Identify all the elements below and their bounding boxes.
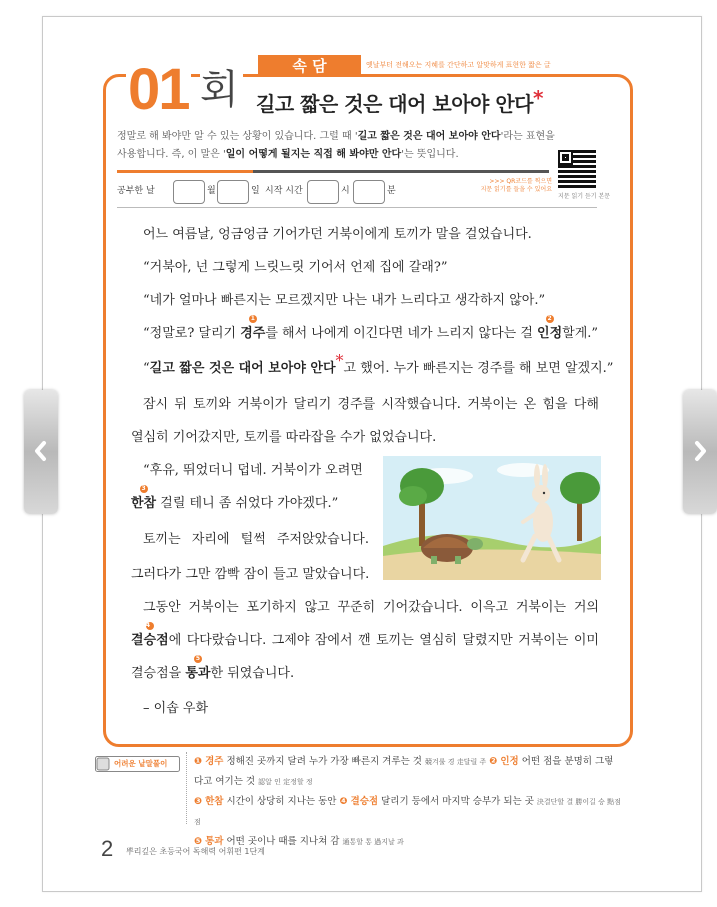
vocab-marker: 2 [547, 315, 552, 322]
minute-label: 분 [387, 186, 396, 196]
minute-field[interactable] [353, 180, 385, 204]
story-paragraph: 3 한참 걸릴 테니 좀 쉬었다 가야겠다.” [131, 485, 339, 511]
month-field[interactable] [173, 180, 205, 204]
next-page-button[interactable] [683, 390, 717, 514]
page-number: 2 [101, 836, 114, 861]
divider-accent [117, 170, 253, 173]
qr-note: >>> QR코드를 찍으면 지문 읽기를 들을 수 있어요 [480, 178, 552, 193]
story-paragraph: 4 결승점에 다다랐습니다. 그제야 잠에서 깬 토끼는 열심히 달렸지만 거북이는 이미 [131, 622, 599, 648]
record-underline [117, 207, 597, 208]
story-paragraph: 그러다가 그만 깜빡 잠이 들고 말았습니다. [131, 567, 370, 582]
day-label: 일 [251, 186, 260, 196]
month-label: 월 [207, 186, 216, 196]
story-paragraph: 열심히 기어갔지만, 토끼를 따라잡을 수가 없었습니다. [131, 430, 437, 445]
story-paragraph: “후유, 뛰었더니 덥네. 거북이가 오려면 [143, 463, 363, 478]
divider [253, 170, 549, 173]
title-star: * [532, 86, 543, 110]
intro-text: 정말로 해 봐야만 알 수 있는 상황이 있습니다. 그럴 때 '길고 짧은 것은 대어 보아야 안다'라는 표현을 사용합니다. 즉, 이 말은 '일이 어떻게 될지는 직접 해 봐야만 안다'는 뜻입니다. [117, 131, 555, 160]
story-paragraph: “길고 짧은 것은 대어 보아야 안다*고 했어. 누가 빠른지는 경주를 해 보면 알겠지.” [143, 351, 614, 376]
vocab-marker: 3 [141, 485, 146, 492]
book-title: 뿌리깊은 초등국어 독해력 어휘편 1단계 [126, 847, 265, 856]
story-paragraph: “네가 얼마나 빠른지는 모르겠지만 나는 내가 느리다고 생각하지 않아.” [143, 293, 546, 308]
story-source: – 이솝 우화 [143, 701, 208, 716]
vocab-list: ❶ 경주 정해진 곳까지 달려 누가 가장 빠른지 겨루는 것 競겨룰 경 走달릴 주 ❷ 인정 어떤 점을 분명히 그렇다고 여기는 것 認알 인 定정할 정 ❸ 한참 시간이 상당히 지나는 동안 ❹ 결승점 달리기 등에서 마지막 승부가 되는 곳 決결단할 결 勝이길 승 點점 점 ❺ 통과 어떤 곳이나 때를 지나쳐 감 通통할 통 過지날 과 [194, 756, 621, 847]
vocab-marker: 1 [250, 315, 255, 322]
vocab-divider [186, 752, 188, 824]
story-paragraph: “정말로? 달리기 1 경주를 해서 나에게 이긴다면 네가 느리지 않다는 걸 2 인정할게.” [143, 315, 599, 341]
chevron-left-icon [33, 440, 49, 462]
prev-page-button[interactable] [24, 390, 58, 514]
story-paragraph: 잠시 뒤 토끼와 거북이가 달리기 경주를 시작했습니다. 거북이는 온 힘을 다해 [143, 397, 599, 412]
qr-code[interactable] [558, 150, 596, 188]
hour-label: 시 [341, 186, 350, 196]
story-paragraph: 그동안 거북이는 포기하지 않고 꾸준히 기어갔습니다. 이윽고 거북이는 거의 [143, 600, 599, 615]
study-day-label: 공부한 날 [117, 186, 155, 196]
story-paragraph: 어느 여름날, 엉금엉금 기어가던 거북이에게 토끼가 말을 걸었습니다. [143, 227, 532, 242]
vocab-tag-label: 어려운 낱말풀이 [114, 759, 168, 768]
story-paragraph: 토끼는 자리에 털썩 주저앉았습니다. [143, 532, 369, 547]
category-badge: 속 담 [258, 55, 361, 77]
story-illustration [383, 456, 601, 580]
day-field[interactable] [217, 180, 249, 204]
vocab-marker: 4 [146, 622, 154, 630]
chevron-right-icon [692, 440, 708, 462]
hour-field[interactable] [307, 180, 339, 204]
lesson-number: 01 [128, 57, 189, 122]
story-paragraph: 결승점을 5 통과한 뒤였습니다. [131, 655, 295, 681]
lesson-title: 길고 짧은 것은 대어 보아야 안다* [256, 86, 543, 116]
story-paragraph: “거북아, 넌 그렇게 느릿느릿 기어서 언제 집에 갈래?” [143, 260, 448, 275]
vocab-marker: 5 [195, 655, 201, 662]
qr-label: 지문 읽기 듣기 본문 [558, 193, 611, 200]
lesson-unit: 회 [200, 60, 243, 120]
start-time-label: 시작 시간 [265, 186, 303, 196]
category-description: 옛날부터 전해오는 지혜를 간단하고 알맞하게 표현한 짧은 글 [366, 61, 551, 69]
